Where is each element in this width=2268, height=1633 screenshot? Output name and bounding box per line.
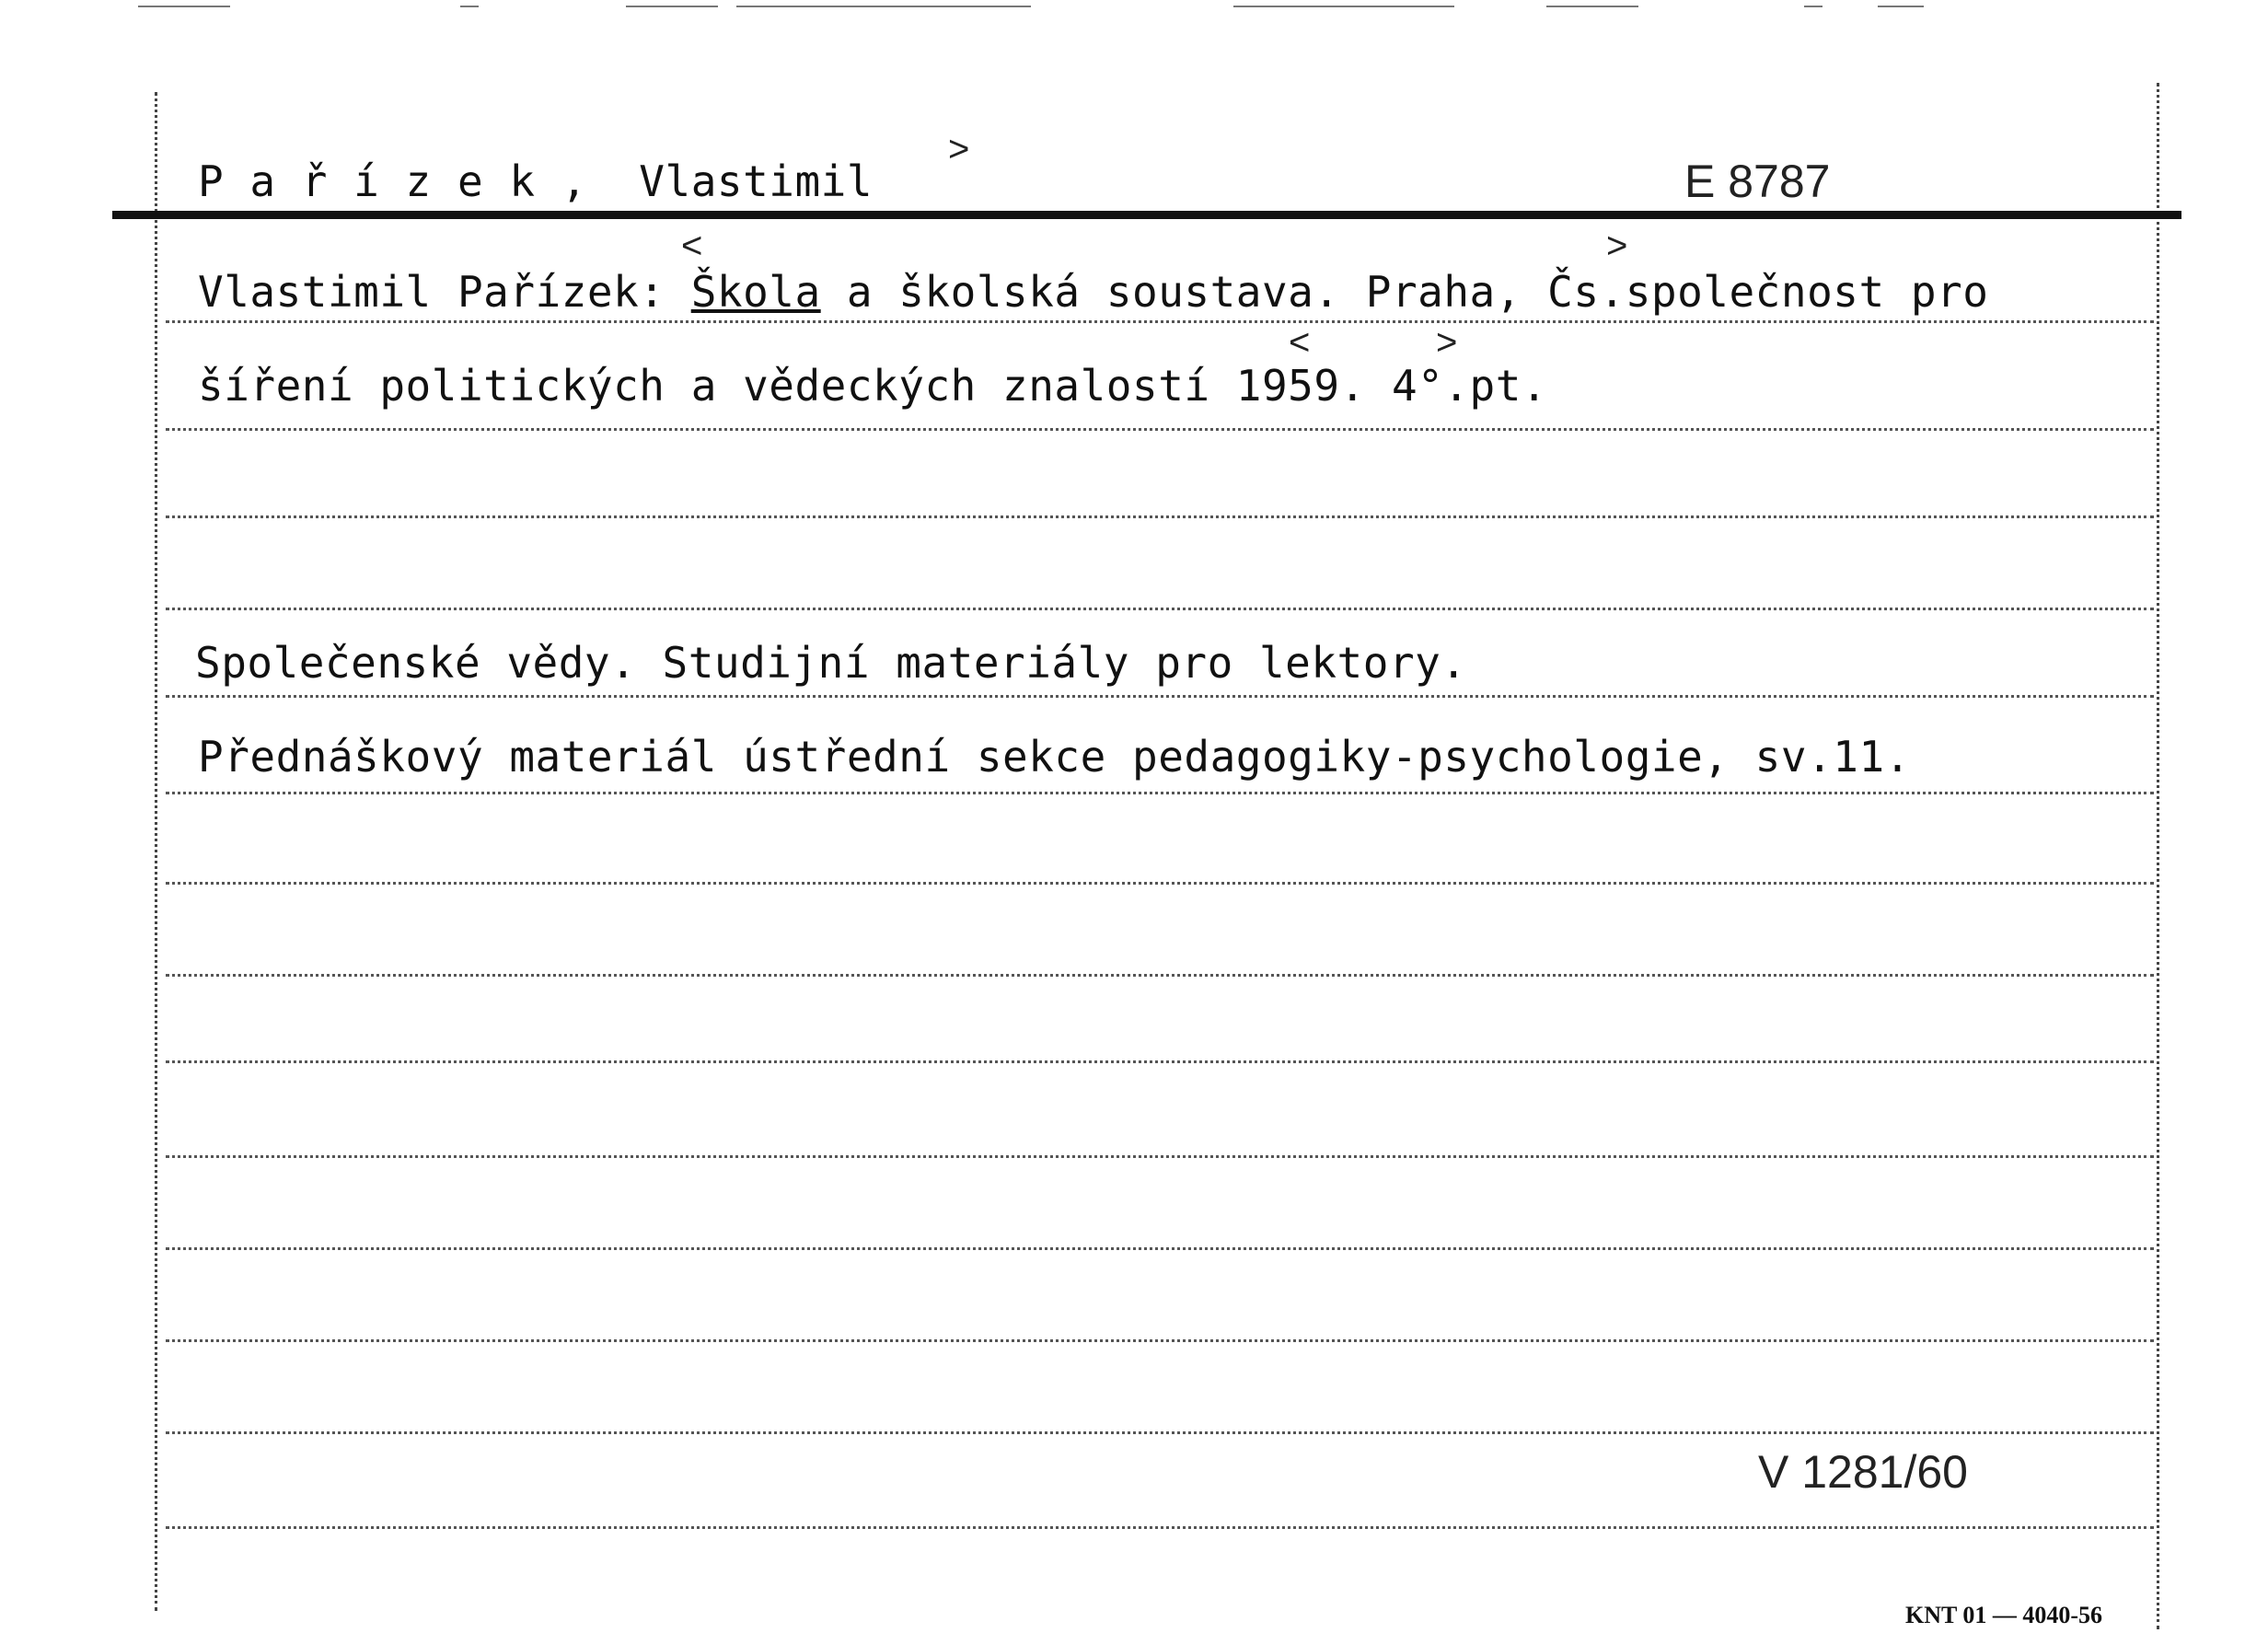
ruled-line bbox=[166, 882, 2154, 885]
ruled-line bbox=[166, 1155, 2154, 1158]
heading-rule bbox=[112, 211, 2181, 219]
series-note-2: Přednáškový materiál ústřední sekce pedagogiky-psychologie, sv.11. bbox=[198, 732, 1911, 782]
ruled-line bbox=[166, 1339, 2154, 1342]
shelf-mark: E 8787 bbox=[1684, 156, 1831, 207]
ruled-line bbox=[166, 974, 2154, 977]
ruled-line bbox=[166, 428, 2154, 431]
handwritten-bracket-mark: > bbox=[1606, 226, 1628, 266]
ruled-line bbox=[166, 1526, 2154, 1529]
left-border bbox=[155, 92, 157, 1611]
ruled-line bbox=[166, 608, 2154, 610]
top-edge-marks bbox=[0, 0, 2268, 11]
title-line-1 bbox=[198, 267, 1988, 317]
ruled-line bbox=[166, 1247, 2154, 1250]
title-imprint: a školská soustava. Praha, Čs.společnost pro bbox=[820, 267, 1989, 317]
ruled-line bbox=[166, 1431, 2154, 1434]
series-note-1: Společenské vědy. Studijní materiály pro lektory. bbox=[195, 638, 1467, 688]
handwritten-bracket-mark: < bbox=[1289, 322, 1311, 363]
handwritten-bracket-mark: > bbox=[948, 129, 970, 169]
ruled-line bbox=[166, 1060, 2154, 1063]
ruled-line bbox=[166, 792, 2154, 794]
accession-number: V 1281/60 bbox=[1758, 1446, 1968, 1498]
handwritten-bracket-mark: < bbox=[681, 226, 703, 266]
author-heading: P a ř í z e k , Vlastimil bbox=[198, 156, 874, 206]
ruled-line bbox=[166, 320, 2154, 323]
title-line-2: šíření politických a vědeckých znalostí 1959. 4°.pt. bbox=[198, 361, 1548, 411]
ruled-line bbox=[166, 695, 2154, 698]
handwritten-bracket-mark: > bbox=[1436, 322, 1458, 363]
title-main-word: Škola bbox=[690, 267, 821, 317]
ruled-line bbox=[166, 515, 2154, 518]
form-code: KNT 01 — 4040-56 bbox=[1905, 1602, 2103, 1628]
title-statement-prefix: Vlastimil Pařízek: bbox=[198, 267, 691, 317]
right-border bbox=[2157, 83, 2159, 1629]
